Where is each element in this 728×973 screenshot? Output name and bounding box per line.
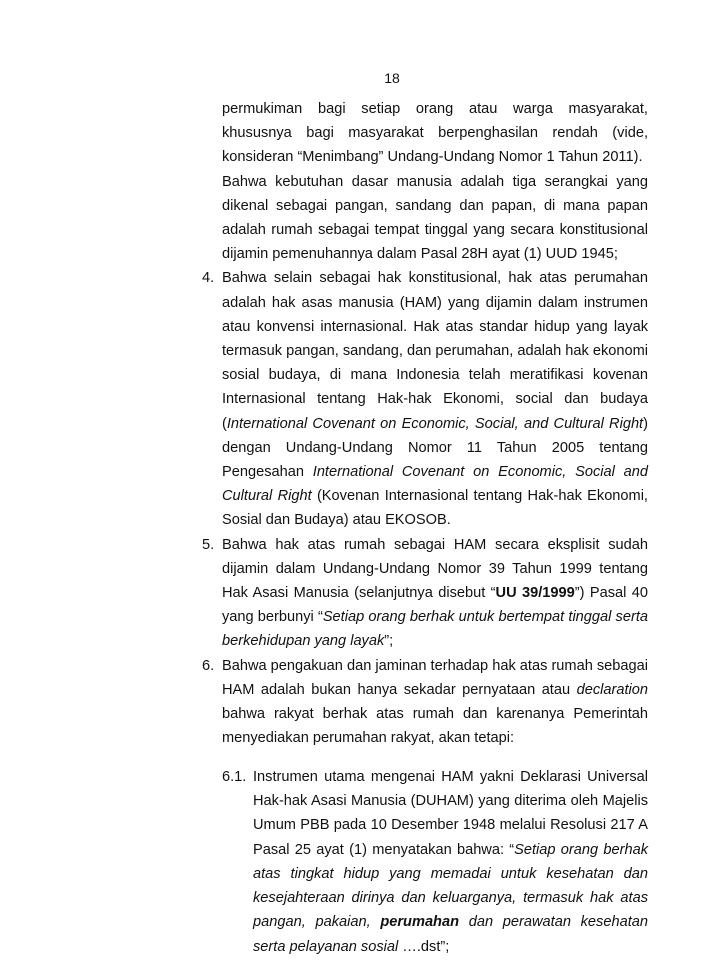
page-number: 18 bbox=[384, 70, 400, 86]
list-number: 4. bbox=[202, 270, 215, 287]
list-item-6 bbox=[200, 654, 648, 751]
item-bold-text: UU 39/1999 bbox=[495, 585, 575, 602]
item-italic-text: International Covenant on Economic, Social, and Cultural Right bbox=[226, 415, 644, 432]
paragraph-basic-needs: Bahwa kebutuhan dasar manusia adalah tiga serangkai yang dikenal sebagai pangan, sandang dan papan, di mana papan adalah rumah sebagai tempat tinggal yang secara konstitusional dijamin pemenuhannya dalam Pasal 28H ayat (1) UUD 1945; bbox=[222, 173, 648, 263]
item-text: Bahwa pengakuan dan jaminan terhadap hak atas rumah sebagai HAM adalah bukan hanya sekadar pernyataan atau bbox=[222, 657, 648, 698]
item-text: Bahwa selain sebagai hak konstitusional, hak atas perumahan adalah hak asas manusia (HAM) yang dijamin dalam instrumen atau konvensi internasional. Hak atas standar hidup yang layak termasuk pangan, sandang, dan perumahan, adalah hak ekonomi sosial budaya, di mana Indonesia telah meratifikasi kovenan Internasional tentang Hak-hak Ekonomi, social dan budaya ( bbox=[222, 270, 648, 432]
item-italic-text: declaration bbox=[576, 681, 648, 698]
paragraph-intro: permukiman bagi setiap orang atau warga masyarakat, khususnya bagi masyarakat berpenghasilan rendah (vide, konsideran “Menimbang” Undang-Undang Nomor 1 Tahun 2011). bbox=[222, 101, 648, 166]
item-italic-text: Setiap orang berhak untuk bertempat tinggal serta berkehidupan yang layak bbox=[222, 609, 648, 650]
item-text: ….dst”; bbox=[398, 938, 450, 955]
item-text: Bahwa hak atas rumah sebagai HAM secara eksplisit sudah dijamin dalam Undang-Undang Nomor 39 Tahun 1999 tentang Hak Asasi Manusia (selanjutnya disebut “ bbox=[222, 536, 648, 602]
item-text: (Kovenan Internasional tentang Hak-hak Ekonomi, Sosial dan Budaya) atau EKOSOB. bbox=[222, 488, 648, 529]
item-text: ”) Pasal 40 yang berbunyi “ bbox=[222, 585, 648, 626]
list-number: 5. bbox=[202, 536, 215, 553]
item-text: ) dengan Undang-Undang Nomor 11 Tahun 2005 tentang Pengesahan bbox=[222, 415, 648, 481]
list-item-5 bbox=[200, 533, 648, 654]
list-number: 6. bbox=[202, 657, 215, 674]
item-italic-text: Setiap orang berhak atas tingkat hidup yang memadai untuk kesehatan dan kesejahteraan dirinya dan keluarganya, termasuk hak atas pangan, pakaian, bbox=[253, 841, 648, 931]
list-item-6-1 bbox=[200, 765, 648, 959]
item-bold-italic-text: perumahan bbox=[380, 914, 460, 931]
item-text: bahwa rakyat berhak atas rumah dan karenanya Pemerintah menyediakan perumahan rakyat, akan tetapi: bbox=[222, 706, 648, 747]
item-text: Instrumen utama mengenai HAM yakni Deklarasi Universal Hak-hak Asasi Manusia (DUHAM) yang diterima oleh Majelis Umum PBB pada 10 Desember 1948 melalui Resolusi 217 A Pasal 25 ayat (1) menyatakan bahwa: “ bbox=[253, 769, 648, 858]
item-italic-text: International Covenant on Economic, Social and Cultural Right bbox=[222, 464, 648, 505]
list-item-4 bbox=[200, 266, 648, 532]
item-text: ”; bbox=[384, 633, 394, 650]
list-number: 6.1. bbox=[222, 769, 247, 786]
item-italic-text: dan perawatan kesehatan serta pelayanan sosial bbox=[253, 914, 648, 955]
document-body bbox=[200, 97, 648, 973]
